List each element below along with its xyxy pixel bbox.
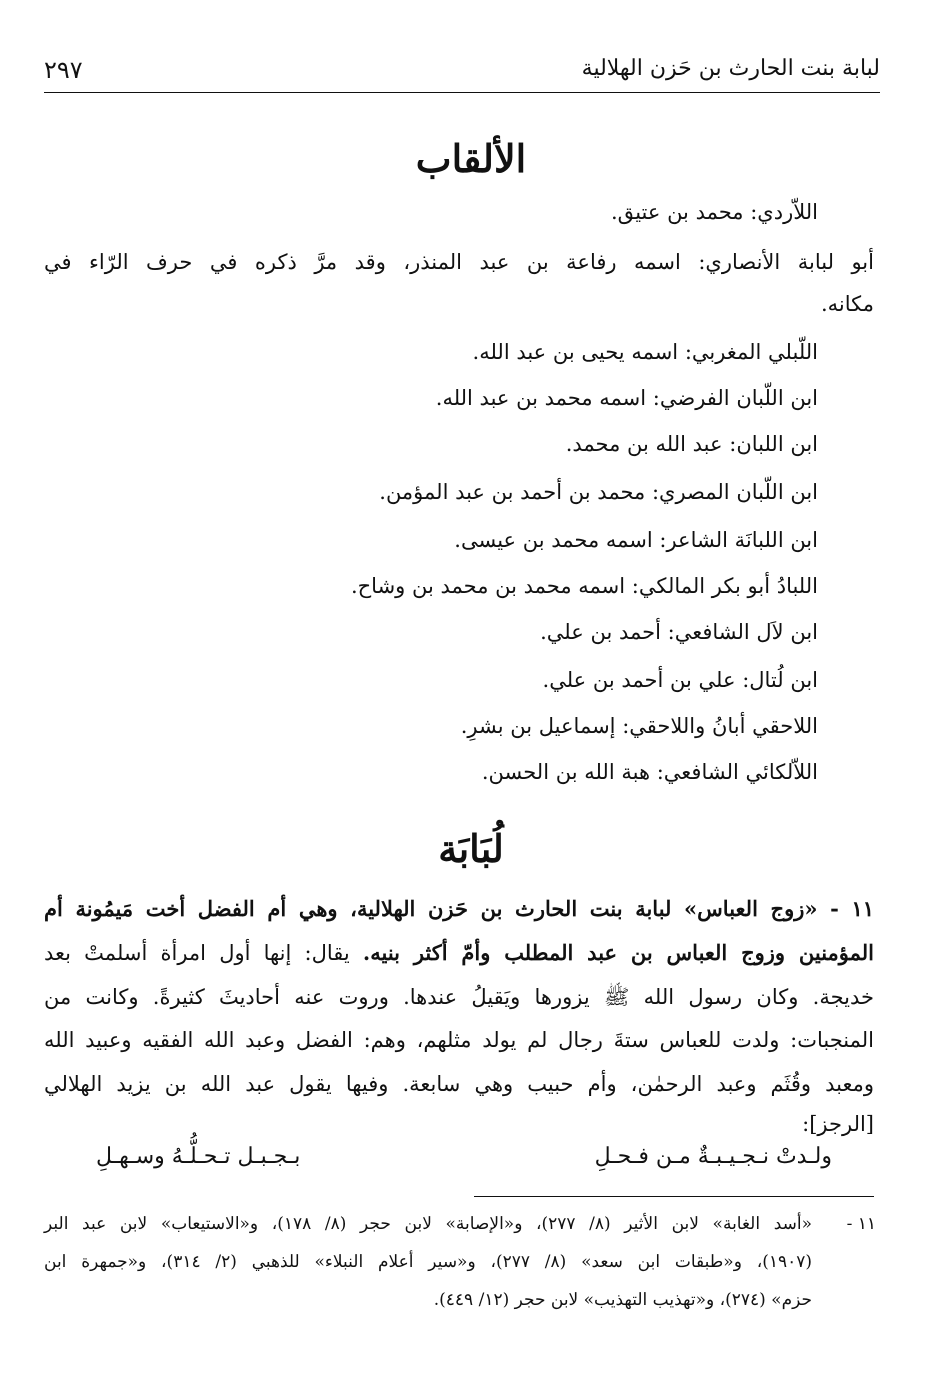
entry-text: ومعبد وقُثَم وعبد الرحمٰن، وأم حبيب وهي سابعة. وفيها يقول عبد الله بن يزيد الهلالي [44,1072,874,1096]
page-header [44,52,880,93]
entry-text-line [44,1112,874,1136]
entry-bold-text: ١١ - «زوج العباس» لبابة بنت الحارث بن حَزن الهلالية، وهي أم الفضل أخت مَيمُونة أم [44,896,874,921]
alqab-entry [44,250,874,274]
alqab-entry [566,432,818,456]
alqab-entry [543,668,818,692]
alqab-description: أحمد بن علي. [540,620,661,644]
entry-text: خديجة. وكان رسول الله ﷺ يزورها ويَقيلُ عندها. وروت عنه أحاديثَ كثيرةً. وكانت من [44,985,874,1009]
alqab-entry [540,620,818,644]
page-number: ٢٩٧ [44,56,83,84]
entry-text-line [44,1072,874,1096]
entry-text: يقال: إنها أول امرأة أسلمتْ بعد [44,941,363,965]
entry-bold-text: المؤمنين وزوج العباس بن عبد المطلب وأمّ أكثر بنيه. [362,940,875,965]
alqab-term: اللاّلكائي الشافعي: [650,760,818,784]
verse-first-hemistich: ولـدتْ نـجـيـبـةٌ مـن فـحـلِ [594,1144,832,1169]
entry-text: [الرجز]: [802,1112,874,1136]
alqab-description: اسمه محمد بن عيسى. [454,528,653,552]
alqab-entry [461,714,818,738]
section-title-alqab: الألقاب [415,136,527,181]
alqab-term: ابن اللّبان الفرضي: [646,386,818,410]
footnote-number: ١١ - [846,1214,876,1234]
verse-second-hemistich: بـجـبـل تـحـلُّـهُ وسـهـلِ [96,1144,301,1169]
alqab-description: اسمه يحيى بن عبد الله. [472,340,679,364]
section-title-lubaba: لُبَابَة [438,826,504,871]
alqab-entry [454,528,818,552]
alqab-term: ابن اللّبان المصري: [645,480,818,504]
alqab-entry [436,386,818,410]
alqab-entry [482,760,818,784]
alqab-description: محمد بن عتيق. [611,200,744,224]
footnote-line: حزم» (٢٧٤)، و«تهذيب التهذيب» لابن حجر (١٢/ ٤٤٩). [433,1290,812,1310]
alqab-term: ابن اللبان: [722,432,818,456]
entry-text-line [44,1028,874,1052]
alqab-entry [351,574,818,598]
entry-text-line [44,940,874,965]
poem-verse [96,1144,832,1184]
alqab-term: اللاحقي أبانُ واللاحقي: [615,714,818,738]
alqab-term: اللّبلي المغربي: [678,340,818,364]
entry-text-line [44,896,874,921]
alqab-term: أبو لبابة الأنصاري: [680,250,874,274]
running-title: لبابة بنت الحارث بن حَزن الهلالية [581,56,880,81]
footnote-divider [474,1196,874,1197]
alqab-term: اللاّردي: [743,200,818,224]
alqab-description: إسماعيل بن بشرِ. [460,714,616,738]
alqab-term: ابن اللبانَة الشاعر: [652,528,818,552]
alqab-term: ابن لُتال: [735,668,818,692]
entry-text: المنجبات: ولدت للعباس ستةَ رجال لم يولد مثلهم، وهم: الفضل وعبد الله الفقيه وعبيد الله [44,1028,874,1052]
footnote-line: (١٩٠٧)، و«طبقات ابن سعد» (٨/ ٢٧٧)، و«سير أعلام النبلاء» للذهبي (٢/ ٣١٤)، و«جمهرة ابن [44,1252,812,1272]
alqab-description: اسمه محمد بن محمد بن وشاح. [350,574,626,598]
alqab-description: اسمه محمد بن عبد الله. [435,386,647,410]
alqab-description: مكانه. [820,292,874,316]
alqab-entry [473,340,818,364]
alqab-description: عبد الله بن محمد. [565,432,723,456]
alqab-description: محمد بن أحمد بن عبد المؤمن. [379,480,646,504]
alqab-entry [611,200,818,224]
alqab-entry [379,480,818,504]
alqab-term: ابن لاَل الشافعي: [660,620,818,644]
entry-text-line [44,984,874,1015]
alqab-term: اللبادُ أبو بكر المالكي: [625,574,818,598]
alqab-description: هبة الله بن الحسن. [481,760,651,784]
alqab-entry [821,292,874,316]
footnote-line: «أسد الغابة» لابن الأثير (٨/ ٢٧٧)، و«الإصابة» لابن حجر (٨/ ١٧٨)، و«الاستيعاب» لابن عبد البر [44,1214,812,1234]
alqab-description: علي بن أحمد بن علي. [542,668,736,692]
alqab-description: اسمه رفاعة بن عبد المنذر، وقد مرَّ ذكره في حرف الرّاء في [44,250,681,274]
